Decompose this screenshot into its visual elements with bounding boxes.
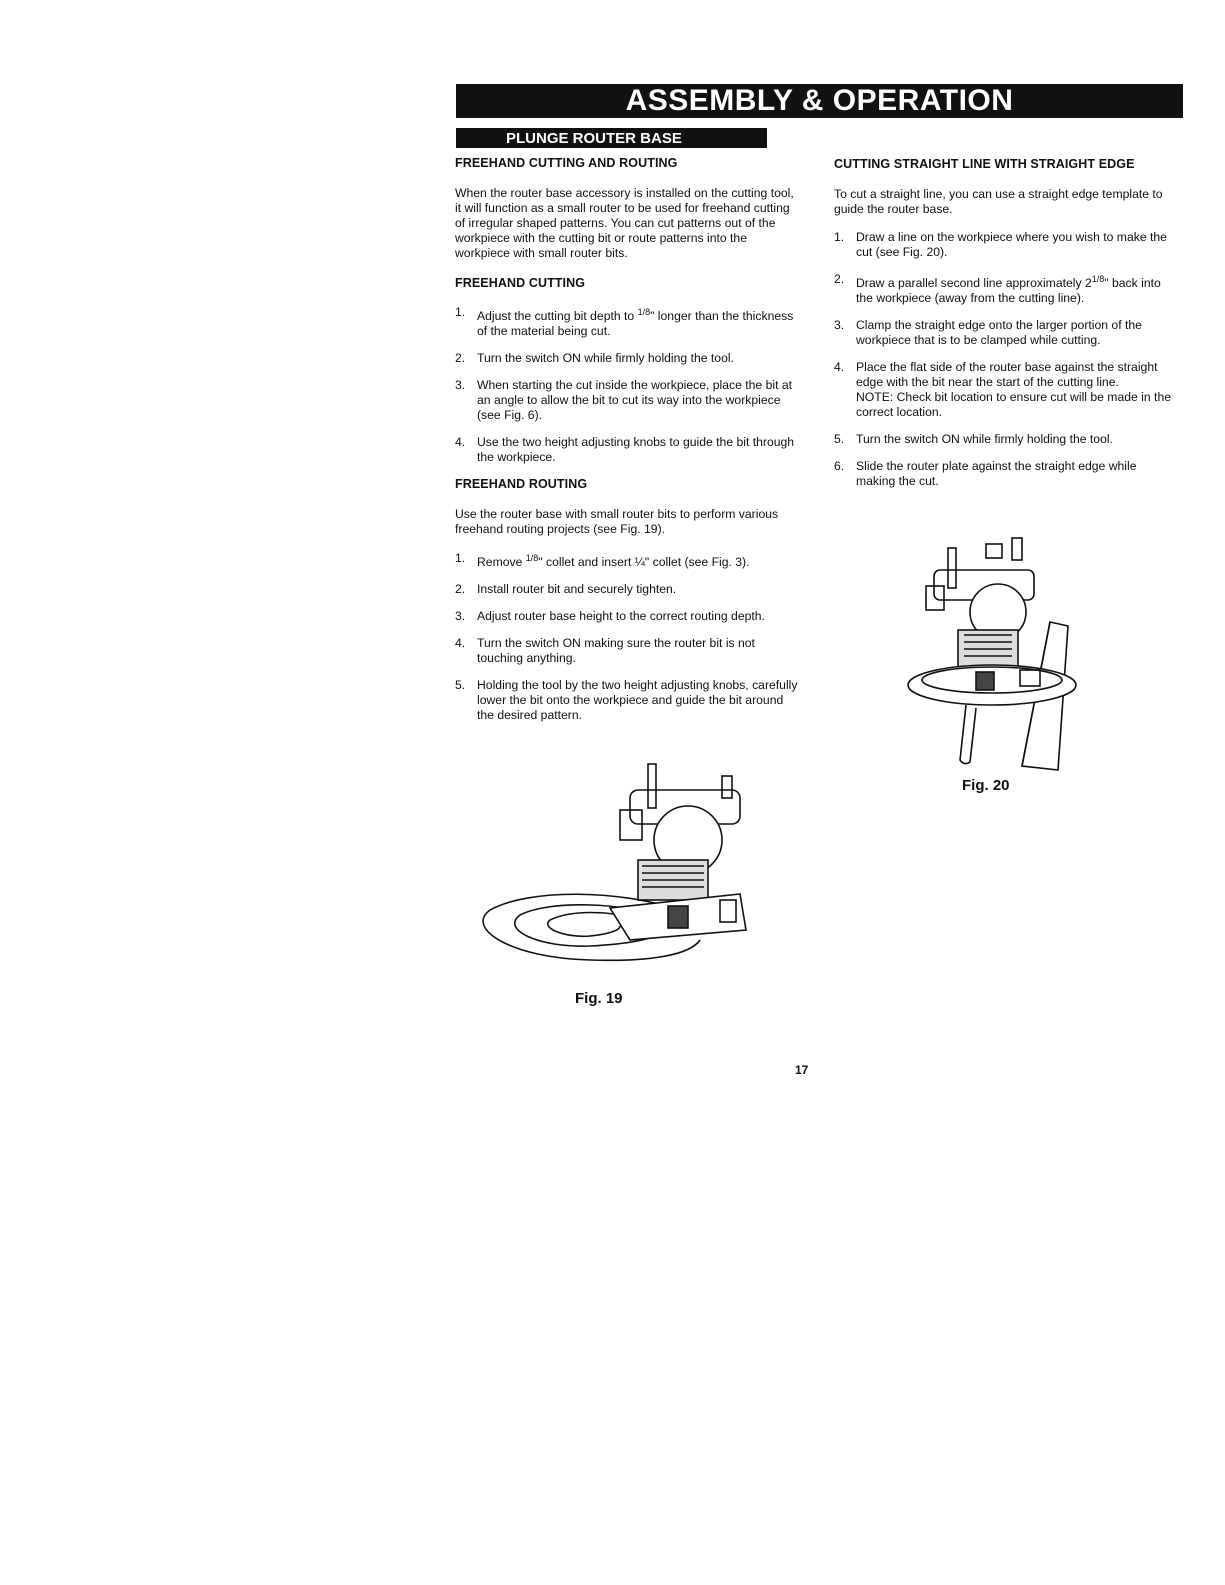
fig-20-illustration: [900, 530, 1080, 775]
fig-19-caption: Fig. 19: [575, 990, 623, 1007]
page-title: ASSEMBLY & OPERATION: [625, 84, 1014, 117]
heading-straight-edge: CUTTING STRAIGHT LINE WITH STRAIGHT EDGE: [834, 157, 1135, 171]
heading-freehand-cutting: FREEHAND CUTTING: [455, 276, 586, 290]
right-column: [834, 157, 1179, 501]
list-item: 2. Install router bit and securely tighten.: [455, 582, 677, 597]
list-item: 6. Slide the router plate against the straight edge while making the cut.: [834, 459, 1137, 489]
list-item: 4. Place the flat side of the router base against the straight edge with the bit near the start of the cutting line. NOTE: Check bit location to ensure cut will be made in the correct location.: [834, 360, 1171, 420]
intro-paragraph: When the router base accessory is installed on the cutting tool, it will function as a small router to be used for freehand cutting of irregular shaped patterns. You can cut patterns out of the workpiece with the cutting bit or route patterns into the workpiece with small router bits.: [455, 186, 794, 260]
list-item: 5. Turn the switch ON while firmly holding the tool.: [834, 432, 1113, 447]
section-title: PLUNGE ROUTER BASE: [506, 129, 682, 147]
straight-edge-intro: To cut a straight line, you can use a straight edge template to guide the router base.: [834, 187, 1163, 216]
list-item: 5. Holding the tool by the two height adjusting knobs, carefully lower the bit onto the workpiece and guide the bit around the desired pattern.: [455, 678, 798, 723]
list-item: 1. Draw a line on the workpiece where you wish to make the cut (see Fig. 20).: [834, 230, 1167, 259]
routing-steps: [455, 551, 800, 723]
list-item: 1. Remove $^{1/8}$" collet and insert ¼" collet (see Fig. 3).: [455, 551, 750, 570]
left-column: [455, 156, 800, 735]
list-item: 2. Turn the switch ON while firmly holding the tool.: [455, 351, 734, 366]
list-item: 4. Turn the switch ON making sure the router bit is not touching anything.: [455, 636, 755, 666]
routing-intro: Use the router base with small router bits to perform various freehand routing projects (see Fig. 19).: [455, 507, 779, 537]
list-item: 3. Adjust router base height to the correct routing depth.: [455, 609, 765, 624]
page-number: 17: [795, 1063, 809, 1077]
list-item: 1. Adjust the cutting bit depth to $^{1/8}$" longer than the thickness of the material being cut.: [455, 305, 794, 339]
straight-edge-steps: [834, 230, 1179, 489]
list-item: 4. Use the two height adjusting knobs to guide the bit through the workpiece.: [455, 435, 795, 465]
cutting-steps: [455, 305, 800, 465]
list-item: 2. Draw a parallel second line approximately $2^{1/8}$" back into the workpiece (away from the cutting line).: [834, 272, 1161, 306]
heading-freehand-cutting-routing: FREEHAND CUTTING AND ROUTING: [455, 156, 678, 170]
list-item: 3. When starting the cut inside the workpiece, place the bit at an angle to allow the bit to cut its way into the workpiece (see Fig. 6).: [455, 378, 793, 423]
heading-freehand-routing: FREEHAND ROUTING: [455, 477, 588, 492]
note-text: NOTE: Check bit location to ensure cut will be made in the correct location.: [856, 390, 1171, 420]
title-banner: [456, 84, 1183, 118]
list-item: 3. Clamp the straight edge onto the larger portion of the workpiece that is to be clamped while cutting.: [834, 318, 1142, 348]
fig-19-illustration: [470, 760, 760, 980]
fig-20-caption: Fig. 20: [962, 777, 1010, 794]
section-banner: [456, 128, 767, 148]
